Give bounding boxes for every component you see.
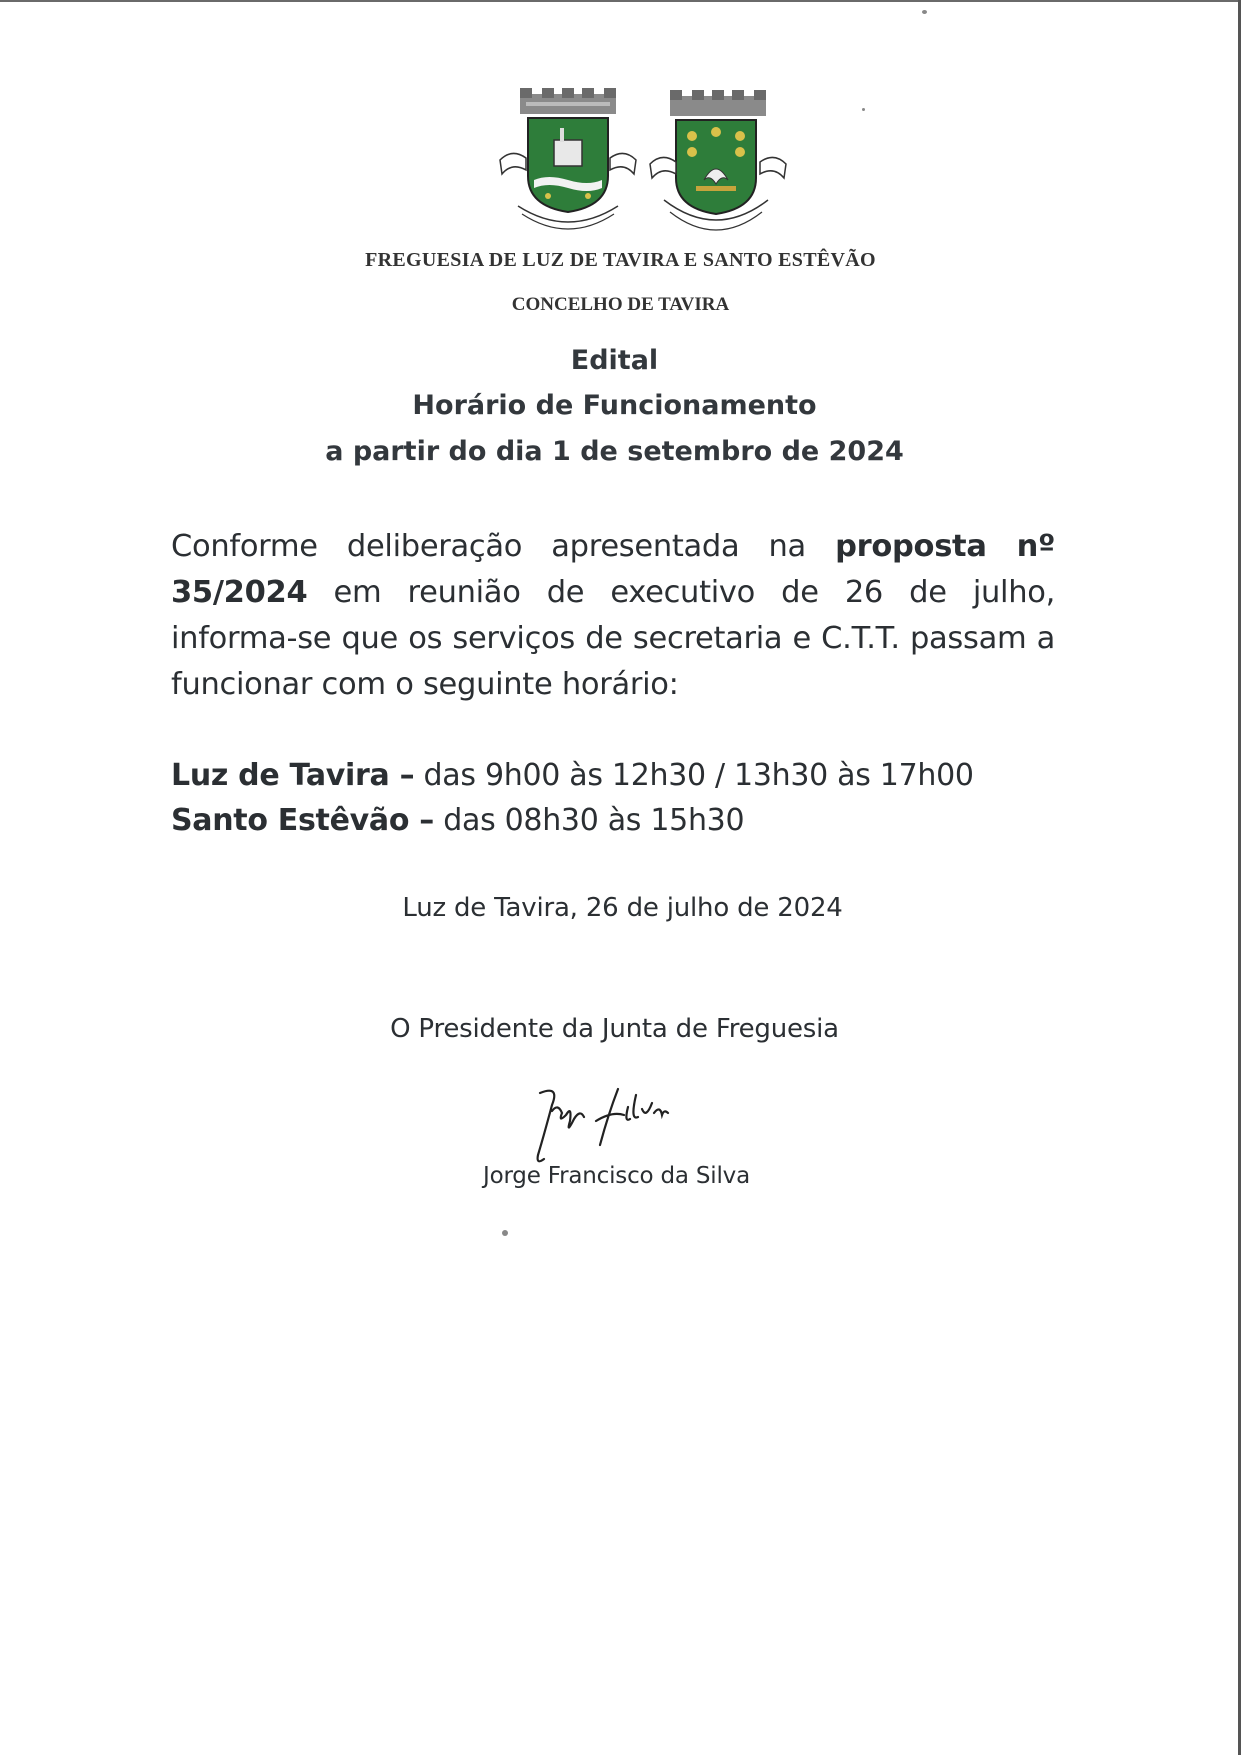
body-rest: em reunião de executivo de 26 de julho, informa-se que os serviços de secretaria e C.T.T. passam a funcionar com o seguinte horário:	[171, 575, 1055, 702]
schedule-row	[171, 758, 974, 793]
signatory-name: Jorge Francisco da Silva	[483, 1163, 750, 1189]
coat-of-arms-group	[498, 88, 788, 238]
scan-speck	[862, 108, 865, 111]
scan-speck	[922, 10, 927, 14]
santo-estevao-crest	[648, 88, 788, 238]
scan-speck	[502, 1230, 508, 1236]
luz-tavira-crest	[498, 88, 638, 238]
place-and-date: Luz de Tavira, 26 de julho de 2024	[402, 893, 843, 923]
document-effective-date: a partir do dia 1 de setembro de 2024	[325, 436, 904, 467]
schedule-place: Santo Estêvão –	[171, 803, 434, 838]
municipality-name: CONCELHO DE TAVIRA	[511, 294, 730, 315]
schedule-row	[171, 803, 744, 838]
body-intro: Conforme deliberação apresentada na	[171, 529, 836, 564]
schedule-hours: das 08h30 às 15h30	[434, 803, 745, 838]
scan-edge	[0, 0, 1241, 2]
handwritten-signature	[500, 1075, 700, 1175]
parish-name: FREGUESIA DE LUZ DE TAVIRA E SANTO ESTÊVÃO	[365, 249, 876, 271]
document-subtitle: Horário de Funcionamento	[412, 390, 817, 421]
body-paragraph	[171, 524, 1055, 708]
signatory-role: O Presidente da Junta de Freguesia	[390, 1014, 839, 1044]
schedule-place: Luz de Tavira –	[171, 758, 415, 793]
schedule-hours: das 9h00 às 12h30 / 13h30 às 17h00	[414, 758, 974, 793]
document-title: Edital	[570, 345, 659, 376]
proposal-reference: proposta nº 35/2024	[171, 529, 1055, 610]
